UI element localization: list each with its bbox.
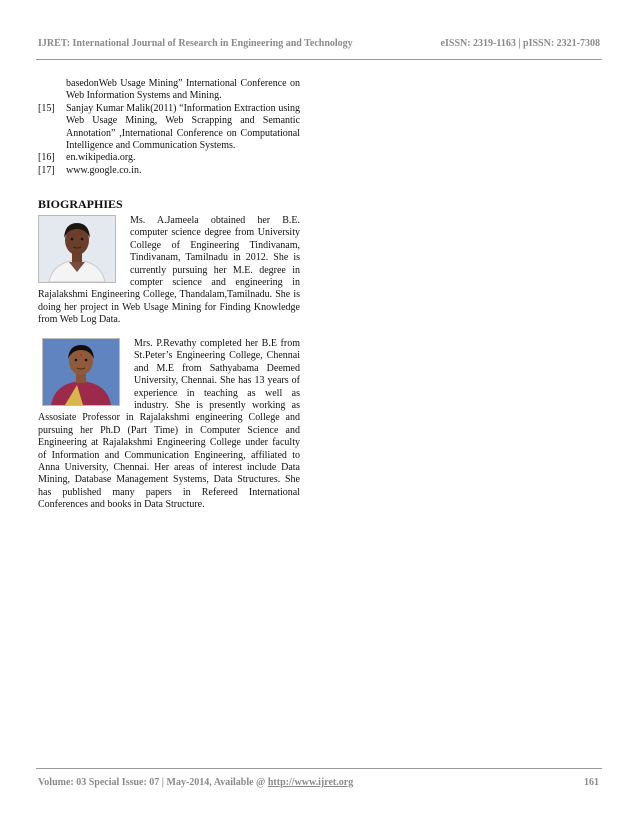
reference-number: [16] bbox=[38, 152, 55, 164]
footer-volume bbox=[38, 777, 353, 788]
volume-text: Volume: 03 Special Issue: 07 | May-2014, Available @ bbox=[38, 777, 268, 788]
reference-item bbox=[38, 152, 300, 164]
reference-number: [17] bbox=[38, 164, 55, 176]
author-photo-jameela bbox=[38, 215, 116, 283]
author-photo-revathy bbox=[42, 338, 120, 406]
reference-item bbox=[38, 103, 300, 153]
journal-link[interactable]: http://www.ijret.org bbox=[267, 777, 354, 788]
reference-text: basedonWeb Usage Mining” International Conference on Web Information Systems and Mining. bbox=[66, 78, 300, 102]
reference-text: en.wikipedia.org. bbox=[66, 152, 136, 164]
header-rule bbox=[36, 59, 602, 60]
reference-text: www.google.co.in. bbox=[66, 164, 142, 176]
reference-number: [15] bbox=[38, 102, 55, 114]
reference-list bbox=[38, 78, 300, 177]
biographies-heading: BIOGRAPHIES bbox=[38, 197, 123, 211]
reference-text: Sanjay Kumar Malik(2011) “Information Extraction using Web Usage Mining, Web Scrapping and Semantic Annotation” ,International Conference on Computational Intelligence and Communication Systems. bbox=[66, 102, 300, 152]
reference-item bbox=[38, 78, 300, 103]
page-footer bbox=[38, 777, 599, 788]
footer-rule bbox=[36, 768, 602, 769]
biography-jameela bbox=[38, 215, 300, 327]
biography-text: Ms. A.Jameela obtained her B.E. computer science degree from University College of Engineering Tindivanam, Tindivanam, Tamilnadu in 2012. She is currently pursuing her M.E. degree in compter science and engineering in Rajalakshmi Engineering College, Thandalam,Tamilnadu. She is doing her project in Web Usage Mining for Finding Knowledge from Web Log Data. bbox=[38, 215, 300, 326]
journal-title: IJRET: International Journal of Research in Engineering and Technology bbox=[38, 38, 353, 49]
reference-item bbox=[38, 165, 300, 177]
biography-revathy bbox=[38, 338, 300, 512]
page-number: 161 bbox=[584, 777, 599, 788]
biography-text: Mrs. P.Revathy completed her B.E from St.Peter’s Engineering College, Chennai and M.E from Sathyabama Deemed University, Chennai. She has 13 years of experience in teaching as well as industry. She is presently working as Assosiate Professor in Rajalakshmi engineering College and pursuing her Ph.D (Part Time) in Computer Science and Engineering at Rajalakshmi Engineering College under faculty of Information and Communication Engineering, affiliated to Anna University, Chennai. Her areas of interest include Data Mining, Database Management Systems, Data Structures. She has published many papers in Refereed International Conferences and books in Data Structure. bbox=[38, 338, 300, 511]
issn-text: eISSN: 2319-1163 | pISSN: 2321-7308 bbox=[440, 38, 600, 49]
page-header bbox=[38, 38, 600, 49]
